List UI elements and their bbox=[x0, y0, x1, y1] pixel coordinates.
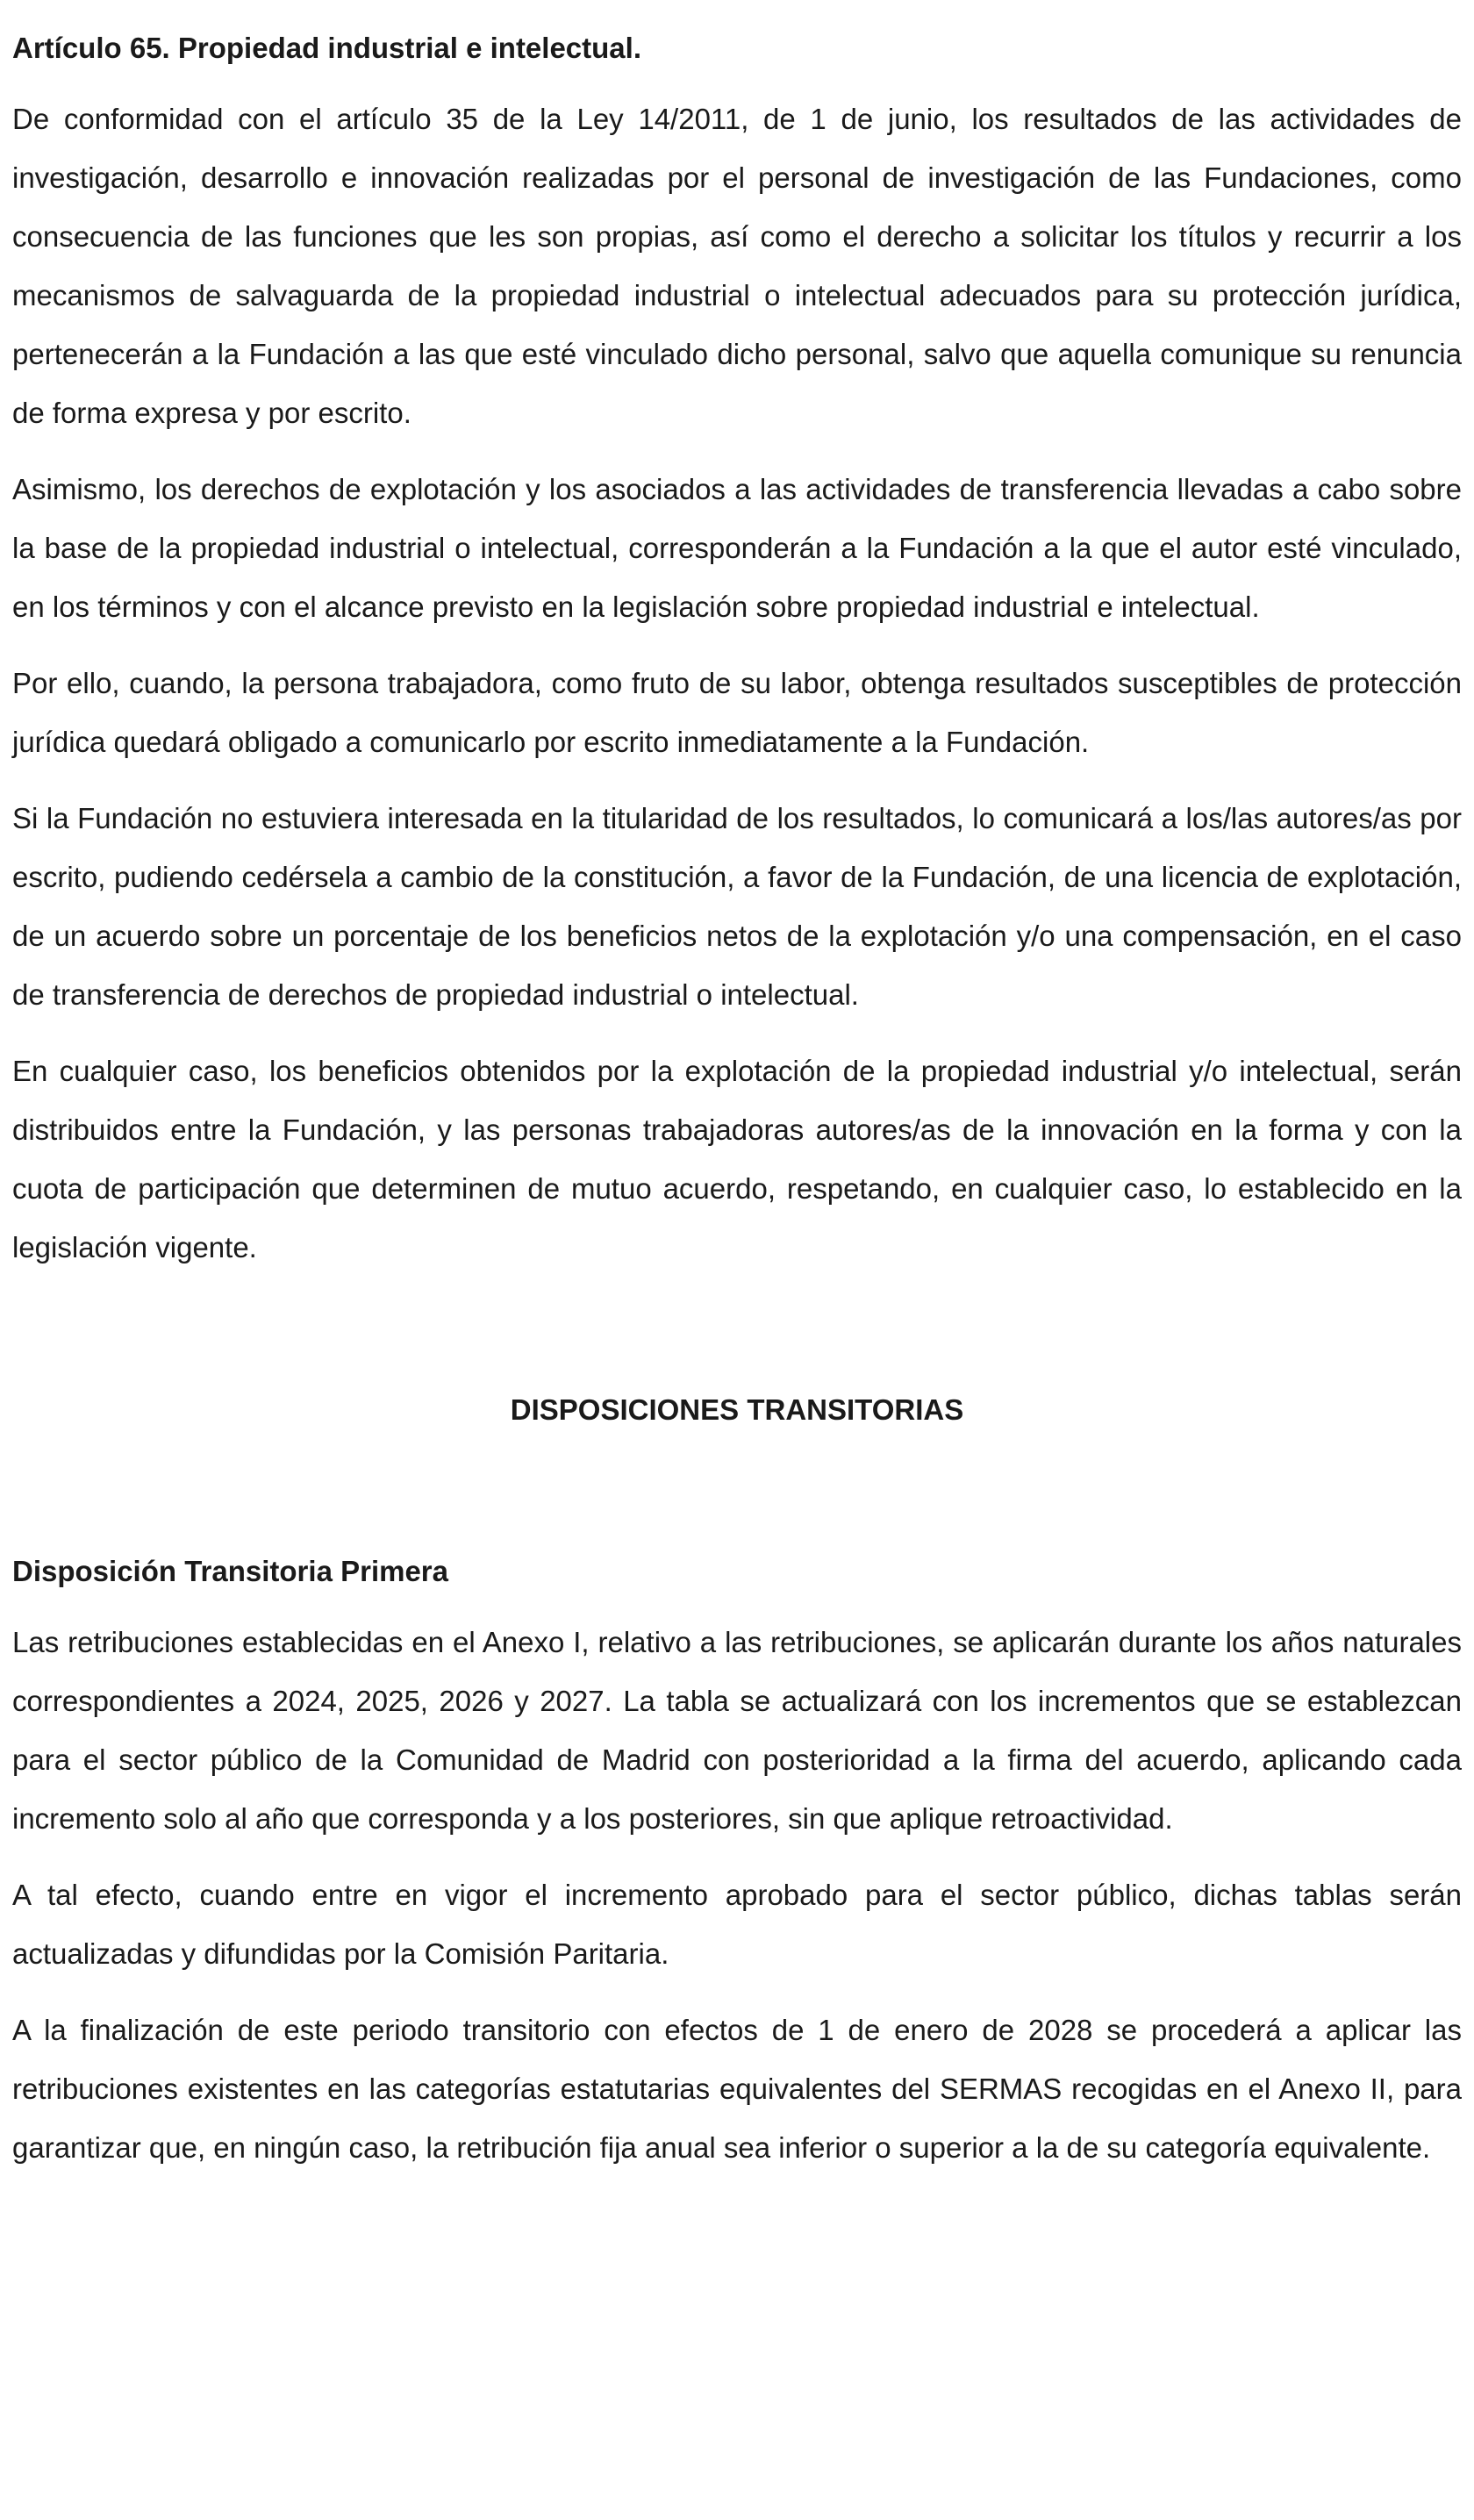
article-paragraph-1: De conformidad con el artículo 35 de la Ley 14/2011, de 1 de junio, los resultados de las actividades de investigación, desarrollo e innovación realizadas por el personal de investigación de las Fundaciones, como consecuencia de las funciones que les son propias, así como el derecho a solicitar los títulos y recurrir a los mecanismos de salvaguarda de la propiedad industrial o intelectual adecuados para su protección jurídica, pertenecerán a la Fundación a las que esté vinculado dicho personal, salvo que aquella comunique su renuncia de forma expresa y por escrito. bbox=[12, 103, 1462, 429]
transitional-heading: Disposición Transitoria Primera bbox=[12, 1555, 448, 1587]
section-title: DISPOSICIONES TRANSITORIAS bbox=[510, 1393, 964, 1426]
document-page bbox=[12, 25, 1462, 2177]
article-paragraph-2: Asimismo, los derechos de explotación y los asociados a las actividades de transferencia llevadas a cabo sobre la base de la propiedad industrial o intelectual, corresponderán a la Fundación a la que el autor esté vinculado, en los términos y con el alcance previsto en la legislación sobre propiedad industrial e intelectual. bbox=[12, 473, 1462, 623]
transitional-paragraph-3: A la finalización de este periodo transitorio con efectos de 1 de enero de 2028 se procederá a aplicar las retribuciones existentes en las categorías estatutarias equivalentes del SERMAS recogidas en el Anexo II, para garantizar que, en ningún caso, la retribución fija anual sea inferior o superior a la de su categoría equivalente. bbox=[12, 2014, 1462, 2164]
article-paragraph-4: Si la Fundación no estuviera interesada en la titularidad de los resultados, lo comunicará a los/las autores/as por escrito, pudiendo cedérsela a cambio de la constitución, a favor de la Fundación, de una licencia de explotación, de un acuerdo sobre un porcentaje de los beneficios netos de la explotación y/o una compensación, en el caso de transferencia de derechos de propiedad industrial o intelectual. bbox=[12, 802, 1462, 1011]
article-paragraph-3: Por ello, cuando, la persona trabajadora, como fruto de su labor, obtenga resultados susceptibles de protección jurídica quedará obligado a comunicarlo por escrito inmediatamente a la Fundación. bbox=[12, 667, 1462, 758]
transitional-paragraph-2: A tal efecto, cuando entre en vigor el incremento aprobado para el sector público, dichas tablas serán actualizadas y difundidas por la Comisión Paritaria. bbox=[12, 1879, 1462, 1970]
article-paragraph-5: En cualquier caso, los beneficios obtenidos por la explotación de la propiedad industrial y/o intelectual, serán distribuidos entre la Fundación, y las personas trabajadoras autores/as de la innovación en la forma y con la cuota de participación que determinen de mutuo acuerdo, respetando, en cualquier caso, lo establecido en la legislación vigente. bbox=[12, 1055, 1462, 1264]
article-65-heading: Artículo 65. Propiedad industrial e intelectual. bbox=[12, 32, 641, 64]
transitional-paragraph-1: Las retribuciones establecidas en el Anexo I, relativo a las retribuciones, se aplicarán durante los años naturales correspondientes a 2024, 2025, 2026 y 2027. La tabla se actualizará con los incrementos que se establezcan para el sector público de la Comunidad de Madrid con posterioridad a la firma del acuerdo, aplicando cada incremento solo al año que corresponda y a los posteriores, sin que aplique retroactividad. bbox=[12, 1626, 1462, 1835]
